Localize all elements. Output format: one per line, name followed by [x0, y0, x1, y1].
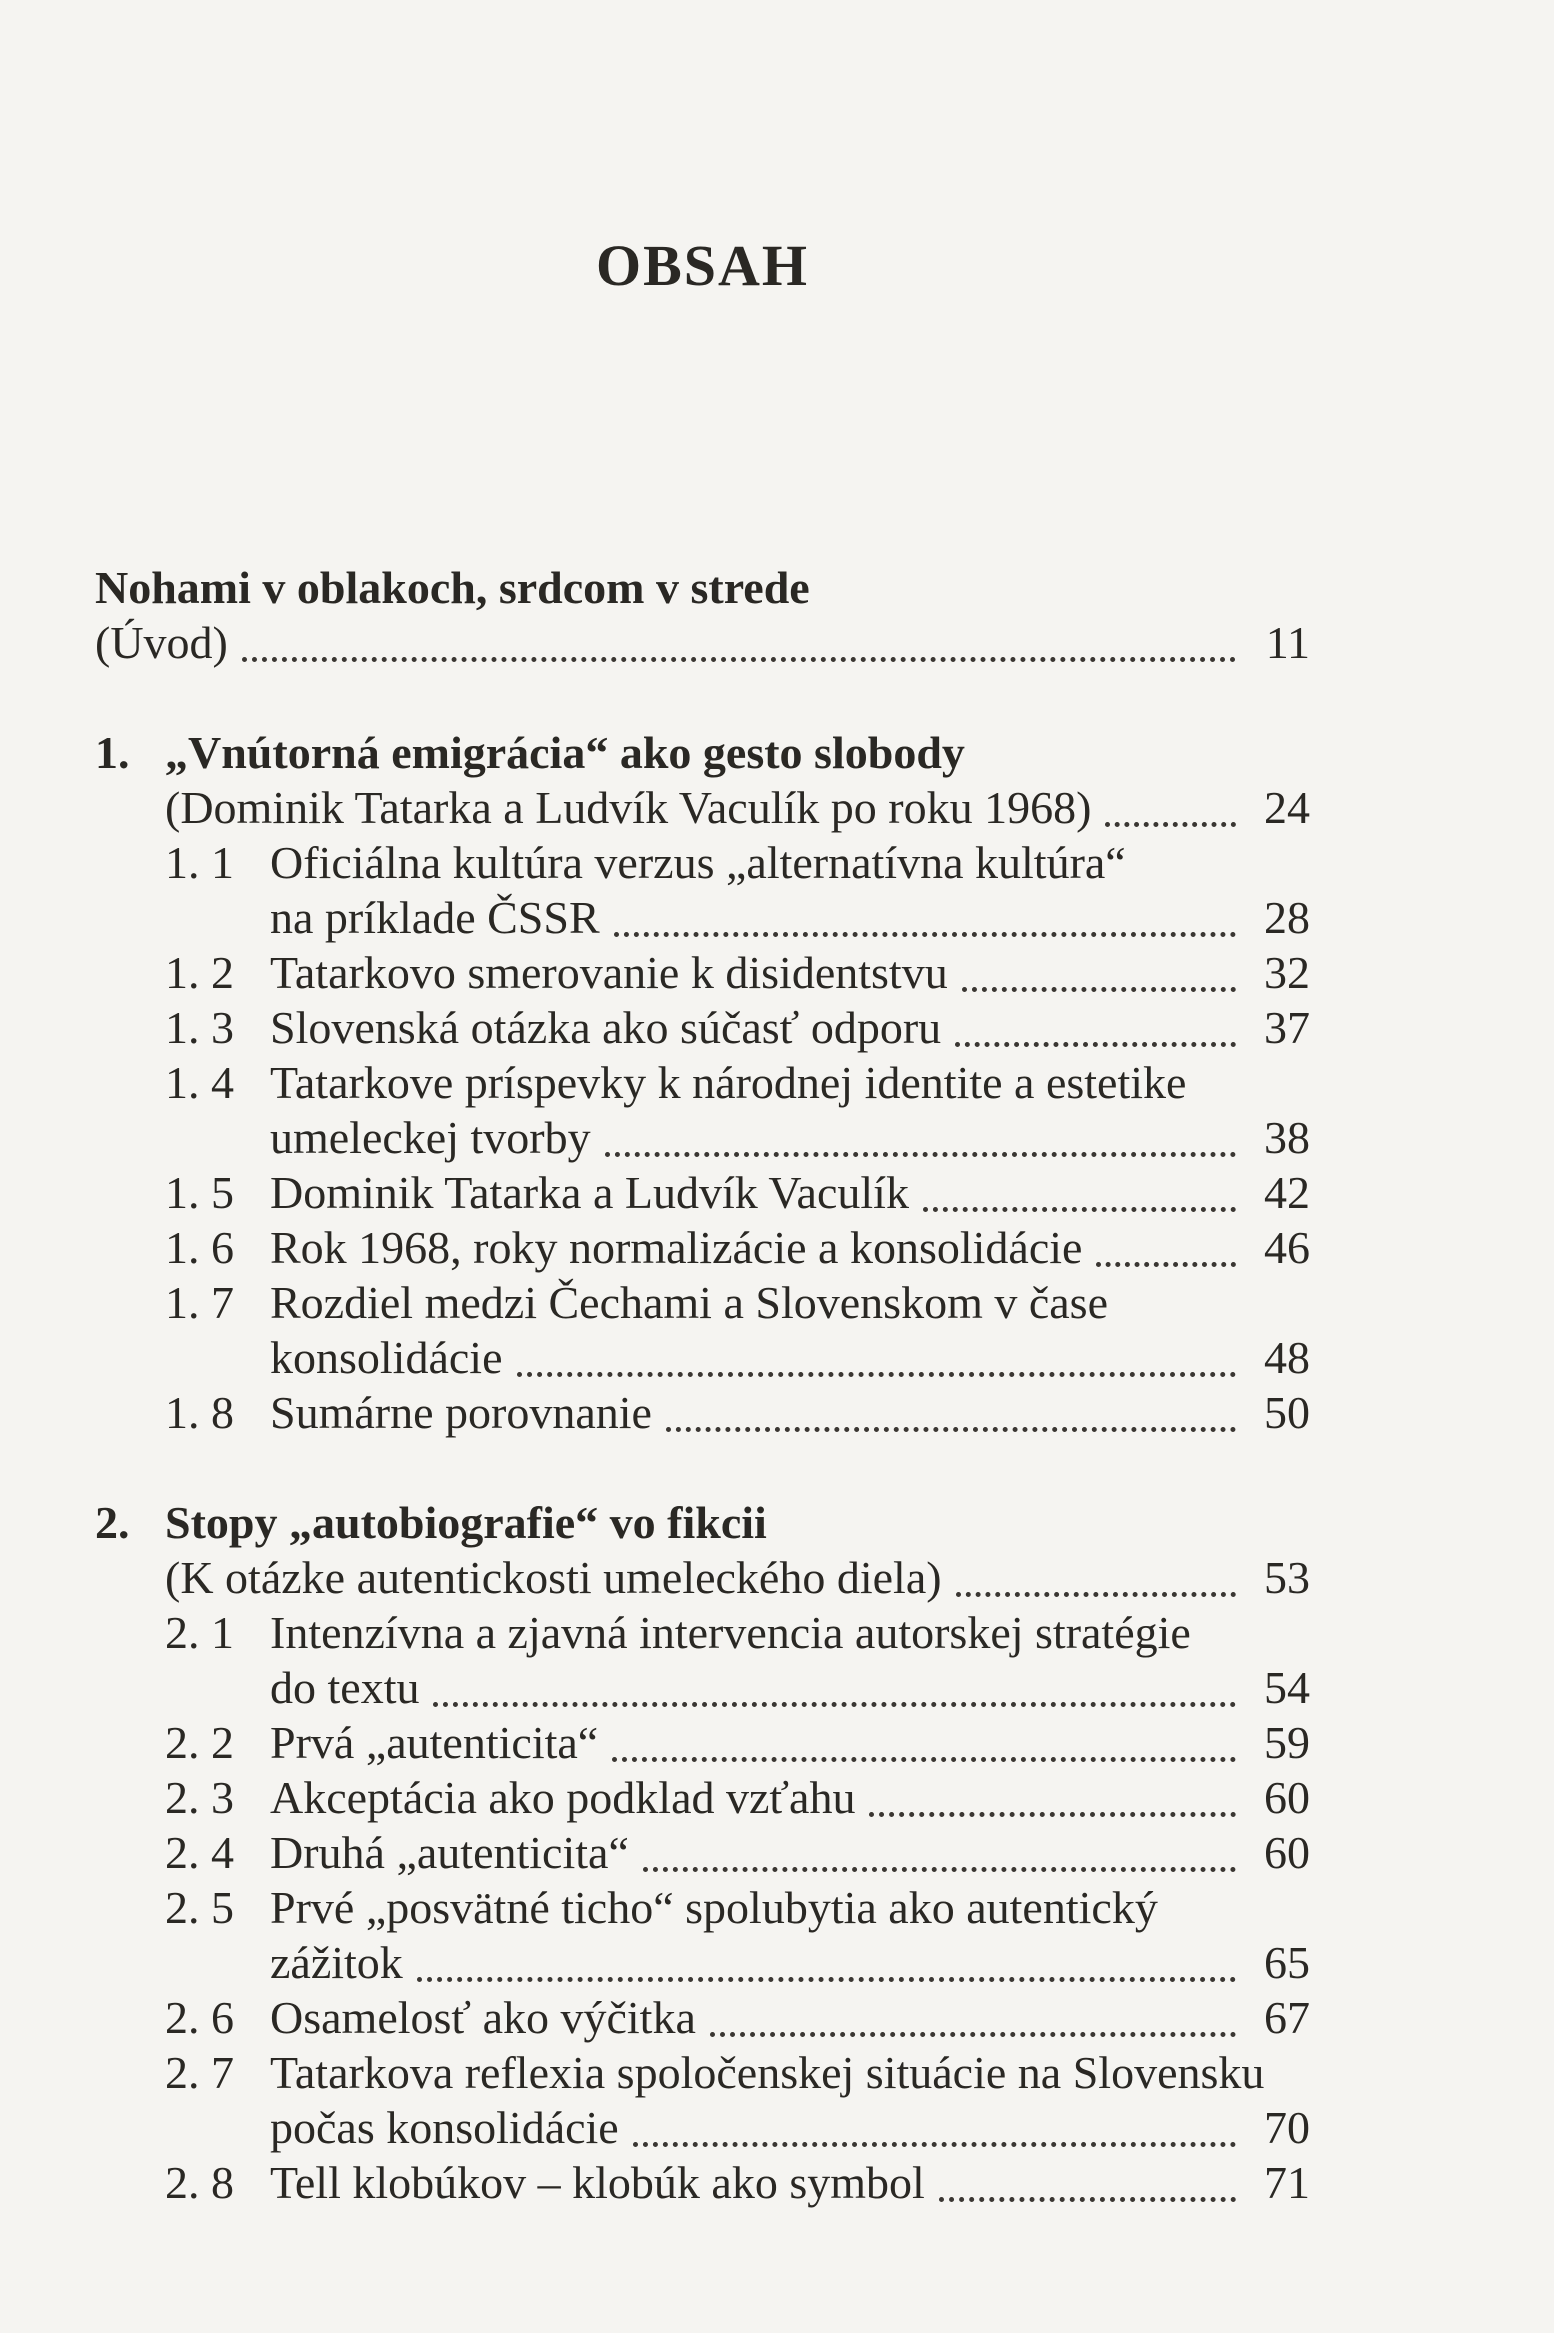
toc-entry-title: počas konsolidácie: [270, 2102, 619, 2153]
toc-entry-page-number: 70: [1264, 2102, 1310, 2153]
toc-entry-number: 1. 5: [165, 1167, 234, 1218]
dot-leader: [710, 2032, 1236, 2037]
toc-entry-title: Prvé „posvätné ticho“ spolubytia ako autentický: [270, 1882, 1158, 1933]
toc-entry-number: 1. 1: [165, 837, 234, 888]
toc-entry: [95, 1000, 1310, 1055]
dot-leader: [666, 1427, 1236, 1432]
toc-entry: [95, 1330, 1310, 1385]
toc-entry-page-number: 32: [1264, 947, 1310, 998]
dot-leader: [612, 1757, 1236, 1762]
toc-entry-title: Prvá „autenticita“: [270, 1717, 599, 1768]
toc-entry-title: Nohami v oblakoch, srdcom v strede: [95, 562, 810, 613]
dot-leader: [962, 987, 1236, 992]
toc-entry: [95, 1110, 1310, 1165]
dot-leader: [956, 1592, 1236, 1597]
toc-entry: [95, 1715, 1310, 1770]
dot-leader: [605, 1152, 1236, 1157]
toc-entry-number: 2. 5: [165, 1882, 234, 1933]
toc-entry-title: „Vnútorná emigrácia“ ako gesto slobody: [165, 727, 965, 778]
toc-entry-title: Slovenská otázka ako súčasť odporu: [270, 1002, 942, 1053]
toc-entry: [95, 2100, 1310, 2155]
toc-entry-title: Rozdiel medzi Čechami a Slovenskom v čase: [270, 1277, 1108, 1328]
toc-entry-number: 2. 3: [165, 1772, 234, 1823]
toc-entry: [95, 1605, 1310, 1660]
toc-entry-title: Akceptácia ako podklad vzťahu: [270, 1772, 856, 1823]
toc-entry-page-number: 59: [1264, 1717, 1310, 1768]
toc-entry-title: konsolidácie: [270, 1332, 503, 1383]
toc-entry-page-number: 67: [1264, 1992, 1310, 2043]
toc-entry-page-number: 53: [1264, 1552, 1310, 1603]
dot-leader: [1105, 822, 1236, 827]
toc-entry-page-number: 24: [1264, 782, 1310, 833]
toc-entry: [95, 1990, 1310, 2045]
toc-entry-title: (Úvod): [95, 617, 228, 668]
toc-entry-title: Intenzívna a zjavná intervencia autorskej stratégie: [270, 1607, 1191, 1658]
toc-entry-page-number: 28: [1264, 892, 1310, 943]
toc-entry-title: Tatarkovo smerovanie k disidentstvu: [270, 947, 948, 998]
toc-entry-title: zážitok: [270, 1937, 403, 1988]
toc-entry: [95, 1550, 1310, 1605]
toc-entry: [95, 2155, 1310, 2210]
toc-entry-page-number: 38: [1264, 1112, 1310, 1163]
dot-leader: [517, 1372, 1237, 1377]
dot-leader: [955, 1042, 1236, 1047]
toc-entry: [95, 560, 1310, 615]
toc-entry: [95, 1495, 1310, 1550]
toc-entry-number: 1. 8: [165, 1387, 234, 1438]
toc-entry-title: Tatarkova reflexia spoločenskej situácie na Slovensku: [270, 2047, 1265, 2098]
toc-entry: [95, 1660, 1310, 1715]
toc-entry-page-number: 54: [1264, 1662, 1310, 1713]
page-title: OBSAH: [595, 233, 810, 298]
toc-entry-title: (K otázke autentickosti umeleckého diela): [165, 1552, 942, 1603]
toc-entry: [95, 2045, 1310, 2100]
toc-entry-page-number: 48: [1264, 1332, 1310, 1383]
toc-entry-page-number: 46: [1264, 1222, 1310, 1273]
toc-entry-number: 1. 3: [165, 1002, 234, 1053]
toc-entry-title: Tatarkove príspevky k národnej identite a estetike: [270, 1057, 1187, 1108]
toc-entry: [95, 615, 1310, 670]
toc-entry-page-number: 60: [1264, 1827, 1310, 1878]
toc-entry-title: Sumárne porovnanie: [270, 1387, 652, 1438]
toc-entry-number: 1. 6: [165, 1222, 234, 1273]
toc-entry: [95, 1385, 1310, 1440]
toc-entry-number: 2. 2: [165, 1717, 234, 1768]
toc-entry-title: Rok 1968, roky normalizácie a konsolidácie: [270, 1222, 1083, 1273]
toc-entry: [95, 1880, 1310, 1935]
toc-entry: [95, 1275, 1310, 1330]
dot-leader: [417, 1977, 1236, 1982]
dot-leader: [614, 932, 1236, 937]
toc-entry-title: Osamelosť ako výčitka: [270, 1992, 696, 2043]
toc-entry: [95, 890, 1310, 945]
dot-leader: [242, 657, 1236, 662]
dot-leader: [923, 1207, 1236, 1212]
table-of-contents: [95, 560, 1310, 2210]
toc-entry-number: 1. 7: [165, 1277, 234, 1328]
toc-entry-number: 1. 2: [165, 947, 234, 998]
toc-entry-title: Dominik Tatarka a Ludvík Vaculík: [270, 1167, 909, 1218]
toc-entry-page-number: 42: [1264, 1167, 1310, 1218]
toc-entry: [95, 1165, 1310, 1220]
toc-entry-number: 2.: [95, 1497, 130, 1548]
dot-leader: [433, 1702, 1236, 1707]
toc-entry-number: 2. 8: [165, 2157, 234, 2208]
dot-leader: [869, 1812, 1236, 1817]
toc-entry-title: Oficiálna kultúra verzus „alternatívna kultúra“: [270, 837, 1126, 888]
toc-entry: [95, 1770, 1310, 1825]
dot-leader: [633, 2142, 1236, 2147]
toc-entry-title: na príklade ČSSR: [270, 892, 600, 943]
toc-entry-page-number: 65: [1264, 1937, 1310, 1988]
toc-entry-page-number: 50: [1264, 1387, 1310, 1438]
toc-entry-page-number: 11: [1265, 617, 1310, 668]
toc-entry: [95, 835, 1310, 890]
dot-leader: [643, 1867, 1236, 1872]
toc-entry-number: 1. 4: [165, 1057, 234, 1108]
toc-entry-title: Tell klobúkov – klobúk ako symbol: [270, 2157, 925, 2208]
toc-entry-number: 1.: [95, 727, 130, 778]
text-block: [95, 233, 1310, 2210]
toc-entry-title: umeleckej tvorby: [270, 1112, 591, 1163]
toc-entry-title: Stopy „autobiografie“ vo fikcii: [165, 1497, 767, 1548]
toc-entry-title: (Dominik Tatarka a Ludvík Vaculík po roku 1968): [165, 782, 1092, 833]
toc-entry: [95, 780, 1310, 835]
toc-entry: [95, 1935, 1310, 1990]
toc-entry-number: 2. 4: [165, 1827, 234, 1878]
toc-entry-title: do textu: [270, 1662, 420, 1713]
dot-leader: [1096, 1262, 1236, 1267]
toc-entry-page-number: 37: [1264, 1002, 1310, 1053]
toc-entry: [95, 1055, 1310, 1110]
toc-entry-number: 2. 1: [165, 1607, 234, 1658]
toc-entry: [95, 1825, 1310, 1880]
toc-entry-number: 2. 7: [165, 2047, 234, 2098]
dot-leader: [939, 2197, 1236, 2202]
toc-entry: [95, 725, 1310, 780]
toc-entry-page-number: 60: [1264, 1772, 1310, 1823]
toc-entry-number: 2. 6: [165, 1992, 234, 2043]
toc-entry: [95, 1220, 1310, 1275]
toc-entry-page-number: 71: [1264, 2157, 1310, 2208]
toc-entry-title: Druhá „autenticita“: [270, 1827, 629, 1878]
toc-entry: [95, 945, 1310, 1000]
